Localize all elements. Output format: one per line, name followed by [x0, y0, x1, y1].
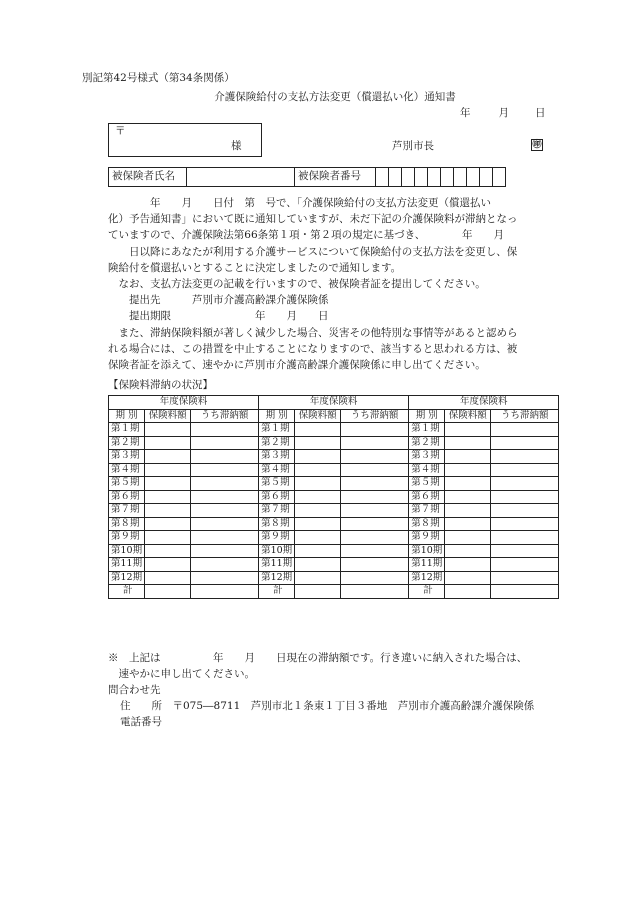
- arrears-amount-cell: [191, 558, 259, 572]
- total-label: 計: [409, 585, 445, 599]
- col-premium-header: 保険料額: [295, 409, 341, 423]
- period-label: 第11期: [409, 558, 445, 572]
- form-number: 別記第42号様式（第34条関係）: [82, 72, 235, 84]
- premium-amount-cell: [445, 531, 491, 545]
- date-month-label: 月: [498, 107, 509, 119]
- deadline-value: 年 月 日: [171, 310, 329, 323]
- body-line: なお、支払方法変更の記載を行いますので、被保険者証を提出してください。: [108, 278, 486, 291]
- arrears-amount-cell: [491, 531, 559, 545]
- period-label: 第11期: [109, 558, 145, 572]
- arrears-amount-cell: [491, 571, 559, 585]
- insured-number-digit: [376, 168, 389, 187]
- premium-amount-cell: [145, 477, 191, 491]
- period-label: 第１期: [259, 423, 295, 437]
- period-label: 第３期: [109, 450, 145, 464]
- total-label: 計: [259, 585, 295, 599]
- period-label: 第１期: [109, 423, 145, 437]
- premium-amount-cell: [145, 544, 191, 558]
- arrears-amount-cell: [341, 423, 409, 437]
- submit-to-label: 提出先: [108, 294, 161, 307]
- col-arrears-header: うち滞納額: [191, 409, 259, 423]
- period-label: 第２期: [409, 436, 445, 450]
- arrears-period-row: [109, 463, 559, 477]
- body-line: 保険者証を添えて、速やかに芦別市介護高齢課介護保険係に申し出てください。: [108, 359, 486, 372]
- deadline-label: 提出期限: [108, 310, 171, 323]
- period-label: 第９期: [109, 531, 145, 545]
- body-line: 化）予告通知書」において既に通知していますが、未だ下記の介護保険料が滞納となっ: [108, 213, 518, 226]
- period-label: 第２期: [109, 436, 145, 450]
- arrears-amount-cell: [491, 463, 559, 477]
- arrears-amount-cell: [491, 477, 559, 491]
- arrears-period-row: [109, 450, 559, 464]
- period-label: 第８期: [259, 517, 295, 531]
- period-label: 第11期: [259, 558, 295, 572]
- issue-date: [460, 107, 546, 121]
- premium-amount-cell: [145, 504, 191, 518]
- date-year-label: 年: [460, 107, 471, 119]
- arrears-amount-cell: [341, 504, 409, 518]
- premium-amount-cell: [145, 585, 191, 599]
- insured-number-digit: [402, 168, 415, 187]
- arrears-period-row: [109, 544, 559, 558]
- arrears-group-header-row: [109, 396, 559, 410]
- premium-amount-cell: [445, 423, 491, 437]
- premium-amount-cell: [145, 423, 191, 437]
- arrears-amount-cell: [341, 463, 409, 477]
- arrears-period-row: [109, 477, 559, 491]
- arrears-amount-cell: [341, 517, 409, 531]
- premium-amount-cell: [295, 423, 341, 437]
- arrears-column-header-row: [109, 409, 559, 423]
- insured-number-digit: [493, 168, 506, 187]
- arrears-amount-cell: [491, 436, 559, 450]
- period-label: 第１期: [409, 423, 445, 437]
- arrears-period-row: [109, 531, 559, 545]
- body-line: 日以降にあなたが利用する介護サービスについて保険給付の支払方法を変更し、保: [108, 245, 518, 258]
- premium-amount-cell: [445, 477, 491, 491]
- note-line: ※ 上記は 年 月 日現在の滞納額です。行き違いに納入された場合は、: [108, 652, 528, 664]
- arrears-period-row: [109, 423, 559, 437]
- insured-number-digit: [467, 168, 480, 187]
- col-arrears-header: うち滞納額: [491, 409, 559, 423]
- premium-amount-cell: [145, 450, 191, 464]
- fiscal-year-header: 年度保険料: [109, 396, 259, 410]
- body-line: 年 月 日付 第 号で、「介護保険給付の支払方法変更（償還払い: [108, 197, 492, 209]
- premium-amount-cell: [445, 558, 491, 572]
- period-label: 第２期: [259, 436, 295, 450]
- arrears-period-row: [109, 558, 559, 572]
- premium-amount-cell: [295, 585, 341, 599]
- arrears-amount-cell: [191, 477, 259, 491]
- seal-glyph: ㊞: [532, 140, 542, 150]
- seal-mark: [531, 139, 543, 151]
- arrears-note: [108, 651, 568, 682]
- body-line: ていますので、介護保険法第66条第１項・第２項の規定に基づき、 年 月: [108, 229, 504, 242]
- period-label: 第９期: [409, 531, 445, 545]
- arrears-amount-cell: [341, 477, 409, 491]
- arrears-amount-cell: [191, 531, 259, 545]
- insured-number-digit: [441, 168, 454, 187]
- period-label: 第８期: [409, 517, 445, 531]
- fiscal-year-header: 年度保険料: [409, 396, 559, 410]
- arrears-period-row: [109, 490, 559, 504]
- premium-amount-cell: [295, 450, 341, 464]
- insured-info-table: [108, 167, 506, 187]
- arrears-amount-cell: [191, 463, 259, 477]
- period-label: 第５期: [409, 477, 445, 491]
- period-label: 第10期: [109, 544, 145, 558]
- arrears-amount-cell: [191, 517, 259, 531]
- premium-amount-cell: [445, 571, 491, 585]
- body-line: また、滞納保険料額が著しく減少した場合、災害その他特別な事情等があると認めら: [108, 326, 518, 339]
- arrears-amount-cell: [491, 517, 559, 531]
- period-label: 第10期: [409, 544, 445, 558]
- body-line: 険給付を償還払いとすることに決定しましたので通知します。: [108, 261, 402, 274]
- period-label: 第３期: [409, 450, 445, 464]
- period-label: 第12期: [259, 571, 295, 585]
- premium-amount-cell: [295, 477, 341, 491]
- premium-amount-cell: [445, 544, 491, 558]
- period-label: 第12期: [109, 571, 145, 585]
- arrears-amount-cell: [341, 585, 409, 599]
- premium-amount-cell: [145, 463, 191, 477]
- arrears-period-row: [109, 571, 559, 585]
- arrears-amount-cell: [191, 504, 259, 518]
- premium-amount-cell: [295, 558, 341, 572]
- arrears-amount-cell: [191, 423, 259, 437]
- premium-amount-cell: [445, 517, 491, 531]
- arrears-amount-cell: [341, 450, 409, 464]
- arrears-amount-cell: [491, 490, 559, 504]
- col-period-header: 期 別: [109, 409, 145, 423]
- col-arrears-header: うち滞納額: [341, 409, 409, 423]
- arrears-amount-cell: [341, 490, 409, 504]
- arrears-amount-cell: [191, 571, 259, 585]
- arrears-period-row: [109, 436, 559, 450]
- premium-amount-cell: [295, 544, 341, 558]
- arrears-amount-cell: [491, 450, 559, 464]
- premium-amount-cell: [445, 436, 491, 450]
- arrears-amount-cell: [191, 436, 259, 450]
- insured-number-digit: [428, 168, 441, 187]
- premium-amount-cell: [295, 490, 341, 504]
- deadline-line: [108, 308, 548, 324]
- premium-amount-cell: [145, 571, 191, 585]
- arrears-amount-cell: [341, 571, 409, 585]
- period-label: 第４期: [409, 463, 445, 477]
- arrears-amount-cell: [491, 544, 559, 558]
- period-label: 第７期: [259, 504, 295, 518]
- arrears-section-title: 【保険料滞納の状況】: [108, 379, 213, 391]
- period-label: 第12期: [409, 571, 445, 585]
- honorific-sama: 様: [231, 140, 242, 152]
- premium-amount-cell: [445, 463, 491, 477]
- arrears-amount-cell: [191, 585, 259, 599]
- arrears-table: [108, 395, 559, 599]
- arrears-amount-cell: [491, 423, 559, 437]
- premium-amount-cell: [145, 531, 191, 545]
- period-label: 第６期: [259, 490, 295, 504]
- period-label: 第９期: [259, 531, 295, 545]
- insured-name-label: 被保険者氏名: [109, 168, 187, 187]
- premium-amount-cell: [295, 463, 341, 477]
- period-label: 第７期: [409, 504, 445, 518]
- insured-number-digit: [415, 168, 428, 187]
- premium-amount-cell: [295, 531, 341, 545]
- arrears-amount-cell: [341, 436, 409, 450]
- period-label: 第４期: [259, 463, 295, 477]
- period-label: 第３期: [259, 450, 295, 464]
- period-label: 第６期: [409, 490, 445, 504]
- premium-amount-cell: [295, 436, 341, 450]
- arrears-amount-cell: [191, 490, 259, 504]
- arrears-amount-cell: [341, 531, 409, 545]
- contact-address: 住 所 〒075―8711 芦別市北１条東１丁目３番地 芦別市介護高齢課介護保険係: [120, 700, 535, 712]
- premium-amount-cell: [295, 504, 341, 518]
- period-label: 第５期: [109, 477, 145, 491]
- submit-to-value: 芦別市介護高齢課介護保険係: [160, 294, 329, 307]
- col-period-header: 期 別: [259, 409, 295, 423]
- arrears-period-row: [109, 504, 559, 518]
- premium-amount-cell: [145, 558, 191, 572]
- col-period-header: 期 別: [409, 409, 445, 423]
- insured-number-digit: [480, 168, 493, 187]
- total-label: 計: [109, 585, 145, 599]
- arrears-amount-cell: [341, 558, 409, 572]
- mayor-label: 芦別市長: [392, 140, 434, 152]
- period-label: 第４期: [109, 463, 145, 477]
- submit-to-line: [108, 292, 548, 308]
- contact-label: 問合わせ先: [108, 684, 161, 696]
- arrears-amount-cell: [491, 585, 559, 599]
- period-label: 第５期: [259, 477, 295, 491]
- insured-number-digit: [454, 168, 467, 187]
- body-line: れる場合には、この措置を中止することになりますので、該当すると思われる方は、被: [108, 342, 518, 355]
- postal-mark: 〒: [115, 125, 126, 137]
- arrears-amount-cell: [491, 504, 559, 518]
- document-title: 介護保険給付の支払方法変更（償還払い化）通知書: [214, 91, 456, 103]
- contact-telephone: 電話番号: [120, 716, 162, 728]
- col-premium-header: 保険料額: [145, 409, 191, 423]
- premium-amount-cell: [445, 450, 491, 464]
- arrears-amount-cell: [341, 544, 409, 558]
- note-line: 速やかに申し出てください。: [108, 667, 255, 680]
- period-label: 第８期: [109, 517, 145, 531]
- period-label: 第７期: [109, 504, 145, 518]
- premium-amount-cell: [295, 517, 341, 531]
- arrears-amount-cell: [491, 558, 559, 572]
- period-label: 第６期: [109, 490, 145, 504]
- premium-amount-cell: [145, 436, 191, 450]
- premium-amount-cell: [295, 571, 341, 585]
- premium-amount-cell: [145, 490, 191, 504]
- premium-amount-cell: [445, 490, 491, 504]
- date-day-label: 日: [535, 107, 546, 119]
- arrears-period-row: [109, 517, 559, 531]
- notice-body: [108, 195, 548, 373]
- insured-name-value: [187, 168, 295, 187]
- recipient-address-box: [108, 123, 262, 157]
- arrears-amount-cell: [191, 544, 259, 558]
- col-premium-header: 保険料額: [445, 409, 491, 423]
- fiscal-year-header: 年度保険料: [259, 396, 409, 410]
- premium-amount-cell: [445, 504, 491, 518]
- premium-amount-cell: [145, 517, 191, 531]
- arrears-amount-cell: [191, 450, 259, 464]
- period-label: 第10期: [259, 544, 295, 558]
- arrears-total-row: [109, 585, 559, 599]
- insured-number-label: 被保険者番号: [295, 168, 376, 187]
- insured-number-digit: [389, 168, 402, 187]
- premium-amount-cell: [445, 585, 491, 599]
